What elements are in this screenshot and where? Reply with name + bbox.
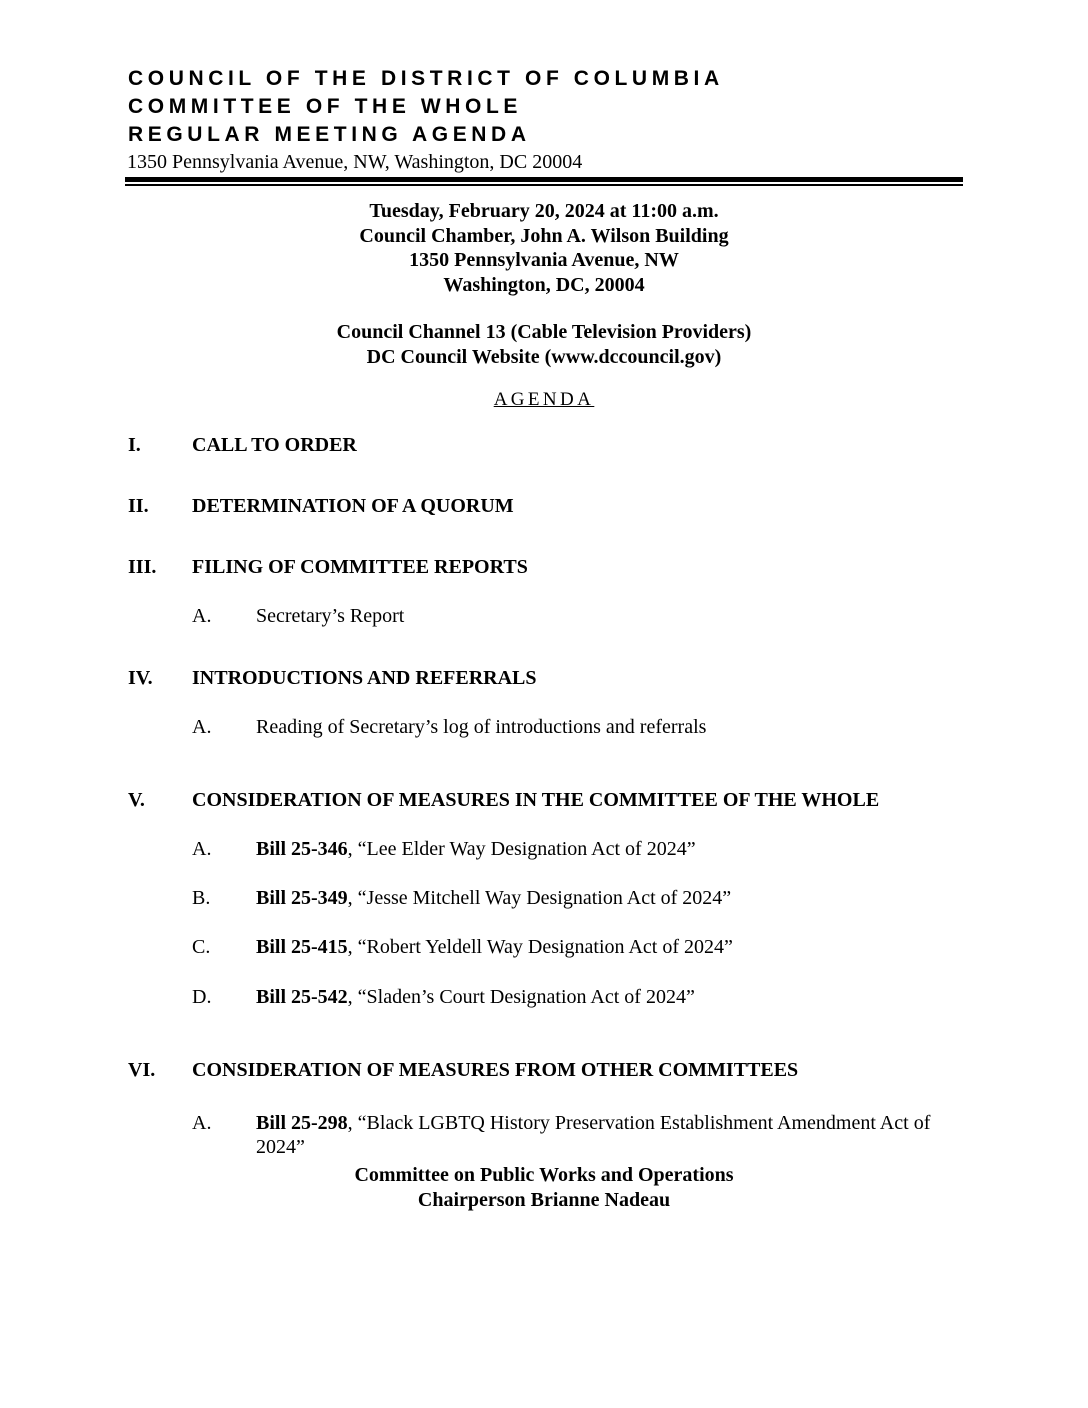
bill-title: , “Black LGBTQ History Preservation Establishment Amendment Act of 2024” <box>256 1112 931 1158</box>
section-title: CONSIDERATION OF MEASURES FROM OTHER COMMITTEES <box>192 1059 799 1081</box>
item-text: Secretary’s Report <box>256 605 405 627</box>
item-body <box>256 985 972 1009</box>
bill-number: Bill 25-349 <box>256 887 348 909</box>
item-letter: A. <box>192 605 212 627</box>
section-number: I. <box>128 434 141 456</box>
section-number: IV. <box>128 667 153 689</box>
item-text: Reading of Secretary’s log of introductions and referrals <box>256 716 707 738</box>
bill-title: , “Lee Elder Way Designation Act of 2024” <box>347 838 696 860</box>
section-number: V. <box>128 789 145 811</box>
section-title: FILING OF COMMITTEE REPORTS <box>192 556 528 578</box>
item-letter: D. <box>192 986 212 1008</box>
meeting-location: Council Chamber, John A. Wilson Building <box>359 224 729 247</box>
item-letter: A. <box>192 838 212 860</box>
meeting-details <box>0 199 1088 297</box>
header-rule-thin <box>125 184 963 186</box>
item-body <box>256 1111 972 1159</box>
header-rule-thick <box>125 177 963 182</box>
bill-number: Bill 25-415 <box>256 936 348 958</box>
header-address: 1350 Pennsylvania Avenue, NW, Washington, DC 20004 <box>127 151 583 173</box>
item-body <box>256 837 972 861</box>
agenda-heading <box>0 388 1088 412</box>
council-title: COUNCIL OF THE DISTRICT OF COLUMBIA <box>128 67 724 90</box>
meeting-street: 1350 Pennsylvania Avenue, NW <box>409 249 679 271</box>
section-number: VI. <box>128 1059 156 1081</box>
broadcast-website: DC Council Website (www.dccouncil.gov) <box>366 345 722 368</box>
bill-number: Bill 25-542 <box>256 986 348 1008</box>
committee-name: Committee on Public Works and Operations <box>354 1164 734 1186</box>
bill-title: , “Jesse Mitchell Way Designation Act of 2024” <box>347 887 732 909</box>
broadcast-channel: Council Channel 13 (Cable Television Providers) <box>336 321 752 343</box>
item-body <box>256 886 972 910</box>
bill-number: Bill 25-346 <box>256 838 348 860</box>
item-letter: A. <box>192 1112 212 1134</box>
meeting-datetime: Tuesday, February 20, 2024 at 11:00 a.m. <box>369 200 719 222</box>
item-letter: B. <box>192 887 211 909</box>
meeting-city: Washington, DC, 20004 <box>443 273 645 296</box>
broadcast-info <box>0 320 1088 369</box>
section-title: CONSIDERATION OF MEASURES IN THE COMMITTEE OF THE WHOLE <box>192 789 880 811</box>
section-title: CALL TO ORDER <box>192 434 357 456</box>
item-letter: C. <box>192 936 211 958</box>
bill-title: , “Robert Yeldell Way Designation Act of 2024” <box>347 936 733 958</box>
item-letter: A. <box>192 716 212 738</box>
section-title: DETERMINATION OF A QUORUM <box>192 495 514 517</box>
section-number: III. <box>128 556 157 578</box>
section-title: INTRODUCTIONS AND REFERRALS <box>192 667 537 689</box>
section-number: II. <box>128 495 149 517</box>
bill-title: , “Sladen’s Court Designation Act of 2024” <box>347 986 695 1008</box>
committee-chair: Chairperson Brianne Nadeau <box>417 1188 671 1211</box>
item-body <box>256 935 972 959</box>
agenda-type-title: REGULAR MEETING AGENDA <box>128 123 531 146</box>
committee-info <box>0 1163 1088 1212</box>
agenda-heading-text: AGENDA <box>493 389 595 410</box>
committee-title: COMMITTEE OF THE WHOLE <box>128 95 523 118</box>
bill-number: Bill 25-298 <box>256 1112 348 1134</box>
